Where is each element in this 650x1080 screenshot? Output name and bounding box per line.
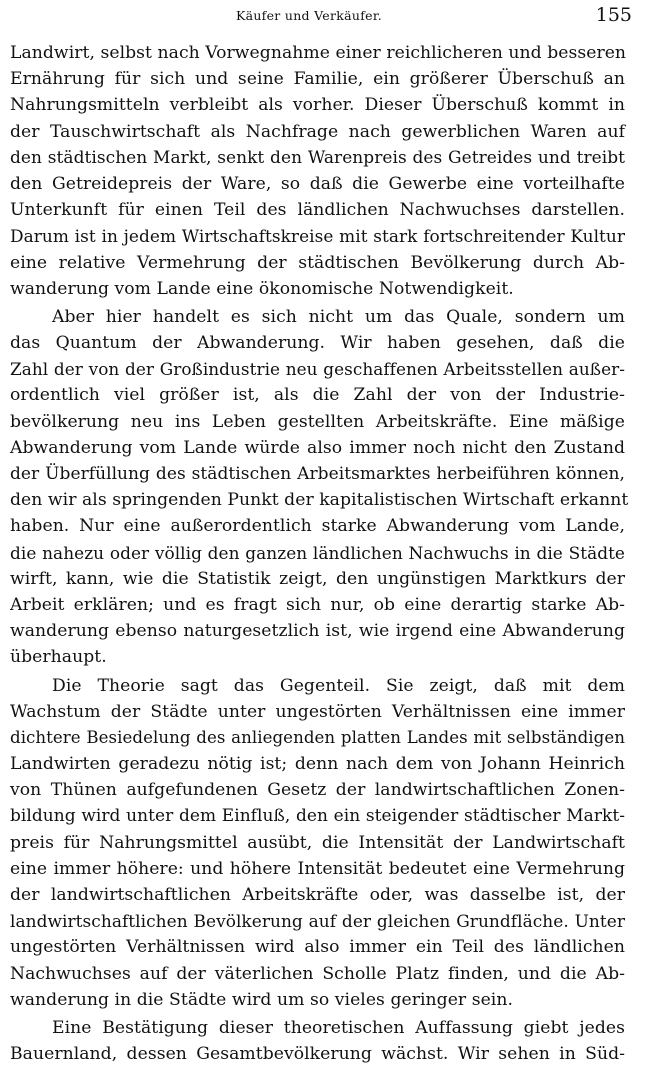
text-line: Landwirt, selbst nach Vorwegnahme einer reichlicheren und besseren — [10, 43, 627, 63]
text-line: eine relative Vermehrung der städtischen Bevölkerung durch Ab- — [10, 252, 625, 273]
text-line: landwirtschaftlichen Bevölkerung auf der gleichen Grundfläche. Unter — [10, 911, 625, 932]
text-line: Abwanderung vom Lande würde also immer noch nicht den Zustand — [10, 437, 625, 458]
text-line: der Überfüllung des städtischen Arbeitsmarktes herbeiführen können, — [10, 464, 625, 484]
text-line: überhaupt. — [10, 647, 107, 668]
text-line: Aber hier handelt es sich nicht um das Quale, sondern um — [52, 306, 625, 327]
paragraph-2 — [10, 304, 629, 671]
text-line: Nahrungsmitteln verbleibt als vorher. Dieser Überschuß kommt in — [10, 95, 625, 116]
text-line: ungestörten Verhältnissen wird also immer ein Teil des ländlichen — [10, 937, 625, 958]
text-line: haben. Nur eine außerordentlich starke Abwanderung vom Lande, — [10, 516, 625, 537]
text-line: bildung wird unter dem Einfluß, den ein steigender städtischer Markt- — [10, 806, 625, 827]
text-line: Zahl der von der Großindustrie neu geschaffenen Arbeitsstellen außer- — [10, 359, 625, 380]
text-line: die nahezu oder völlig den ganzen ländlichen Nachwuchs in die Städte — [10, 542, 625, 563]
text-line: Darum ist in jedem Wirtschaftskreise mit stark fortschreitender Kultur — [10, 226, 625, 247]
text-line: dichtere Besiedelung des anliegenden platten Landes mit selbständigen — [10, 727, 625, 747]
text-line: wirft, kann, wie die Statistik zeigt, den ungünstigen Marktkurs der — [10, 568, 625, 589]
body-text — [10, 40, 629, 1067]
running-title: Käufer und Verkäufer. — [235, 8, 383, 23]
text-line: der Tauschwirtschaft als Nachfrage nach gewerblichen Waren auf — [10, 121, 625, 142]
text-line: den Getreidepreis der Ware, so daß die Gewerbe eine vorteilhafte — [10, 173, 625, 194]
paragraph-1 — [10, 40, 625, 302]
text-line: Nachwuchses auf der väterlichen Scholle Platz finden, und die Ab- — [10, 963, 625, 984]
paragraph-3 — [10, 673, 625, 1013]
text-line: ordentlich viel größer ist, als die Zahl der von der Industrie- — [10, 385, 625, 406]
page-number: 155 — [595, 4, 632, 26]
running-head — [8, 4, 632, 28]
text-line: Wachstum der Städte unter ungestörten Verhältnissen eine immer — [10, 701, 625, 722]
text-line: eine immer höhere: und höhere Intensität bedeutet eine Vermehrung — [10, 858, 625, 879]
text-line: der landwirtschaftlichen Arbeitskräfte oder, was dasselbe ist, der — [10, 885, 625, 905]
text-line: Eine Bestätigung dieser theoretischen Auffassung giebt jedes — [52, 1017, 625, 1038]
text-line: Arbeit erklären; und es fragt sich nur, ob eine derartig starke Ab- — [10, 594, 625, 615]
text-line: von Thünen aufgefundenen Gesetz der landwirtschaftlichen Zonen- — [10, 780, 625, 801]
text-line: Unterkunft für einen Teil des ländlichen Nachwuchses darstellen. — [10, 200, 625, 221]
text-line: wanderung vom Lande eine ökonomische Notwendigkeit. — [10, 278, 514, 299]
text-line: den wir als springenden Punkt der kapitalistischen Wirtschaft erkannt — [10, 490, 629, 511]
text-line: wanderung in die Städte wird um so vieles geringer sein. — [10, 989, 513, 1010]
text-line: Ernährung für sich und seine Familie, ein größerer Überschuß an — [10, 69, 625, 90]
text-line: preis für Nahrungsmittel ausübt, die Intensität der Landwirtschaft — [10, 832, 625, 853]
text-line: Die Theorie sagt das Gegenteil. Sie zeigt, daß mit dem — [52, 675, 625, 696]
text-line: Bauernland, dessen Gesamtbevölkerung wächst. Wir sehen in Süd- — [10, 1044, 625, 1065]
paragraph-4 — [10, 1015, 625, 1067]
text-line: bevölkerung neu ins Leben gestellten Arbeitskräfte. Eine mäßige — [10, 411, 625, 432]
text-line: den städtischen Markt, senkt den Warenpreis des Getreides und treibt — [10, 147, 625, 168]
text-line: das Quantum der Abwanderung. Wir haben gesehen, daß die — [10, 333, 625, 354]
text-line: wanderung ebenso naturgesetzlich ist, wie irgend eine Abwanderung — [10, 621, 625, 642]
text-line: Landwirten geradezu nötig ist; denn nach dem von Johann Heinrich — [10, 754, 625, 775]
